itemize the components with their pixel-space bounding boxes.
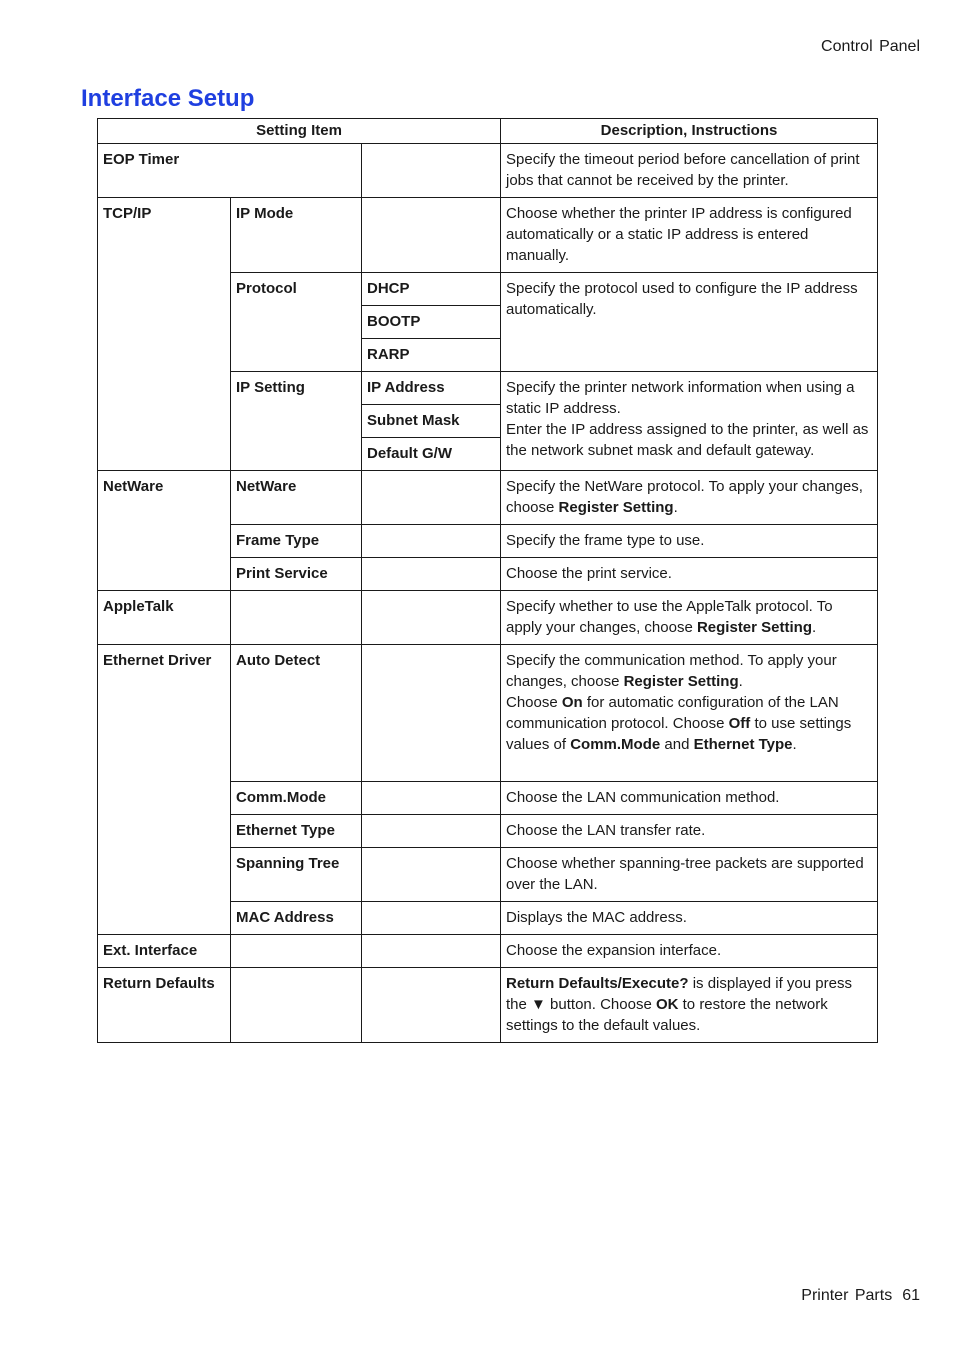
empty-cell [362, 968, 501, 1043]
item-rarp: RARP [362, 339, 501, 372]
desc-print-service: Choose the print service. [501, 558, 878, 591]
empty-cell [231, 935, 362, 968]
page-title: Interface Setup [81, 85, 255, 112]
item-mac-address: MAC Address [231, 902, 362, 935]
item-appletalk: AppleTalk [98, 591, 231, 645]
desc-comm-mode: Choose the LAN communication method. [501, 782, 878, 815]
header-description: Description, Instructions [501, 119, 878, 144]
empty-cell [362, 471, 501, 525]
desc-text: . [812, 619, 817, 636]
item-ethernet-type: Ethernet Type [231, 815, 362, 848]
item-eop-timer: EOP Timer [98, 144, 362, 198]
table-row [98, 935, 878, 968]
desc-auto-detect [501, 645, 878, 782]
desc-ip-setting [501, 372, 878, 471]
desc-ext-interface: Choose the expansion interface. [501, 935, 878, 968]
item-frame-type: Frame Type [231, 525, 362, 558]
item-netware: NetWare [98, 471, 231, 591]
desc-bold: Register Setting [558, 499, 674, 516]
item-subnet-mask: Subnet Mask [362, 405, 501, 438]
desc-ethernet-type: Choose the LAN transfer rate. [501, 815, 878, 848]
desc-text: and [660, 736, 694, 753]
table-header-row [98, 119, 878, 144]
item-print-service: Print Service [231, 558, 362, 591]
item-ip-mode: IP Mode [231, 198, 362, 273]
item-spanning-tree: Spanning Tree [231, 848, 362, 902]
item-dhcp: DHCP [362, 273, 501, 306]
table-row [98, 471, 878, 525]
desc-bold: Register Setting [623, 673, 739, 690]
table-row [98, 645, 878, 782]
page-number: 61 [902, 1287, 920, 1304]
item-return-defaults: Return Defaults [98, 968, 231, 1043]
item-default-gw: Default G/W [362, 438, 501, 471]
desc-text: . [792, 736, 797, 753]
item-tcpip: TCP/IP [98, 198, 231, 471]
empty-cell [362, 902, 501, 935]
desc-bold: Comm.Mode [570, 736, 661, 753]
table-row [98, 591, 878, 645]
empty-cell [231, 968, 362, 1043]
desc-text: to use settings values of [506, 715, 852, 753]
item-auto-detect: Auto Detect [231, 645, 362, 782]
desc-mac-address: Displays the MAC address. [501, 902, 878, 935]
desc-spanning-tree: Choose whether spanning-tree packets are supported over the LAN. [501, 848, 878, 902]
empty-cell [362, 935, 501, 968]
desc-bold: OK [655, 996, 679, 1013]
item-ip-setting: IP Setting [231, 372, 362, 471]
table-row [98, 144, 878, 198]
desc-text: Specify the NetWare protocol. To apply your changes, choose [506, 478, 863, 516]
empty-cell [362, 525, 501, 558]
running-header: Control Panel [821, 38, 920, 55]
item-ethernet-driver: Ethernet Driver [98, 645, 231, 935]
empty-cell [362, 198, 501, 273]
desc-text: to restore the network settings to the default values. [506, 996, 828, 1034]
desc-return-defaults [501, 968, 878, 1043]
interface-setup-table [97, 118, 878, 1043]
desc-bold: Return Defaults/Execute? [506, 975, 689, 992]
desc-text: Specify whether to use the AppleTalk protocol. To apply your changes, choose [506, 598, 833, 636]
empty-cell [362, 645, 501, 782]
header-setting-item: Setting Item [98, 119, 501, 144]
desc-text: button. Choose [545, 996, 656, 1013]
desc-frame-type: Specify the frame type to use. [501, 525, 878, 558]
desc-netware [501, 471, 878, 525]
down-arrow-icon: ▼ [531, 996, 546, 1013]
desc-text: Choose [506, 694, 562, 711]
empty-cell [362, 815, 501, 848]
empty-cell [362, 782, 501, 815]
desc-text: . [673, 499, 678, 516]
empty-cell [362, 848, 501, 902]
desc-ip-mode: Choose whether the printer IP address is configured automatically or a static IP address is entered manually. [501, 198, 878, 273]
desc-ip-setting-line2: Enter the IP address assigned to the printer, as well as the network subnet mask and default gateway. [506, 421, 869, 459]
desc-bold: Register Setting [696, 619, 812, 636]
desc-bold: On [561, 694, 583, 711]
desc-text: for automatic configuration of the LAN communication protocol. Choose [506, 694, 839, 732]
desc-bold: Off [728, 715, 751, 732]
item-netware-sub: NetWare [231, 471, 362, 525]
empty-cell [231, 591, 362, 645]
item-protocol: Protocol [231, 273, 362, 372]
item-ip-address: IP Address [362, 372, 501, 405]
table-row [98, 198, 878, 273]
desc-text: . [738, 673, 743, 690]
item-bootp: BOOTP [362, 306, 501, 339]
desc-protocol: Specify the protocol used to configure the IP address automatically. [501, 273, 878, 372]
desc-text: is displayed if you press the [506, 975, 852, 1013]
empty-cell [362, 591, 501, 645]
empty-cell [362, 144, 501, 198]
page-footer [791, 1287, 920, 1305]
item-ext-interface: Ext. Interface [98, 935, 231, 968]
table-row [98, 968, 878, 1043]
desc-ip-setting-line1: Specify the printer network information when using a static IP address. [506, 379, 855, 417]
footer-section: Printer Parts [801, 1287, 893, 1304]
desc-bold: Ethernet Type [693, 736, 793, 753]
item-comm-mode: Comm.Mode [231, 782, 362, 815]
desc-appletalk [501, 591, 878, 645]
desc-eop-timer: Specify the timeout period before cancellation of print jobs that cannot be received by the printer. [501, 144, 878, 198]
desc-text: Specify the communication method. To apply your changes, choose [506, 652, 837, 690]
empty-cell [362, 558, 501, 591]
